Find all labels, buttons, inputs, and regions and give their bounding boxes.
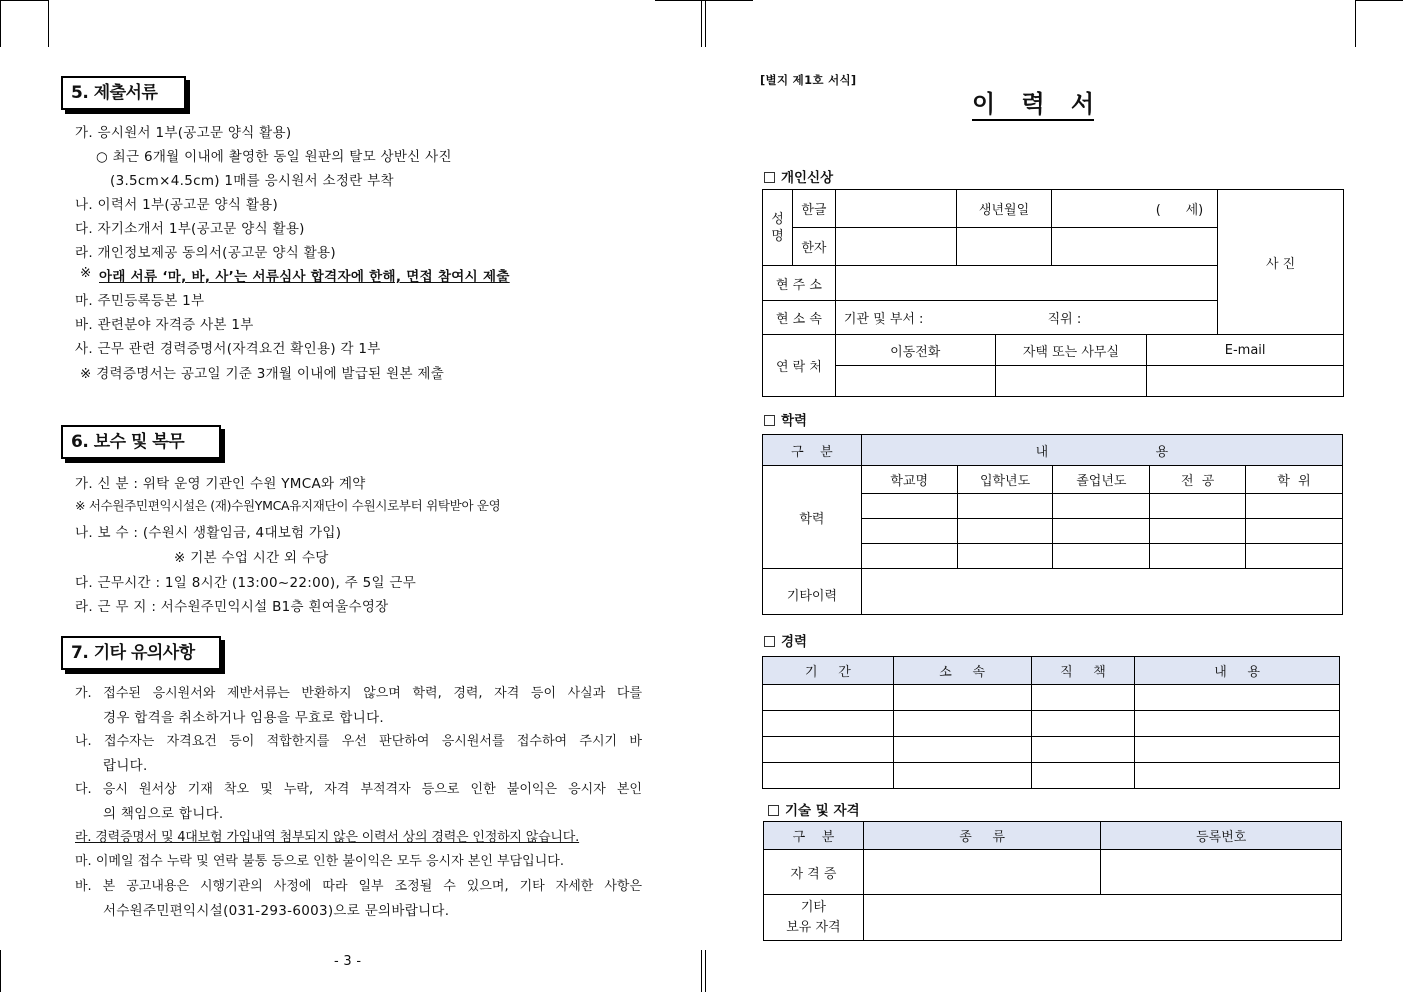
- checkbox-icon: [764, 636, 775, 647]
- crop-mark: [1355, 0, 1356, 47]
- edu-col-degree: 학 위: [1246, 466, 1343, 494]
- career-cell[interactable]: [893, 763, 1031, 789]
- checkbox-icon: [764, 172, 775, 183]
- home-office-label: 자택 또는 사무실: [995, 335, 1147, 366]
- skills-table: [763, 821, 1342, 941]
- mobile-field[interactable]: [835, 366, 995, 397]
- edu-division-header: 구 분: [763, 435, 862, 466]
- document-title: 이 력 서: [972, 90, 1094, 121]
- edu-cell[interactable]: [1150, 494, 1246, 519]
- text-line: 경우 합격을 취소하거나 임용을 무효로 합니다.: [103, 710, 385, 726]
- career-cell[interactable]: [763, 711, 894, 737]
- text-line: 가. 응시원서 1부(공고문 양식 활용): [75, 125, 292, 141]
- career-cell[interactable]: [1135, 737, 1340, 763]
- affiliation-field[interactable]: [835, 301, 1217, 335]
- section-5-heading: 5. 제출서류: [61, 76, 186, 110]
- career-cell[interactable]: [1031, 763, 1135, 789]
- edu-cell[interactable]: [1053, 494, 1150, 519]
- edu-cell[interactable]: [861, 519, 957, 544]
- other-label-line: 기타: [800, 899, 826, 915]
- edu-cell[interactable]: [957, 519, 1053, 544]
- skills-col-division: 구 분: [764, 822, 864, 850]
- edu-col-graduation: 졸업년도: [1053, 466, 1150, 494]
- career-col-period: 기 간: [763, 657, 894, 685]
- other-qualification-label: [764, 895, 864, 941]
- org-dept-label: 기관 및 부서 :: [843, 312, 924, 327]
- text-line: 가. 신 분 : 위탁 운영 기관인 수원 YMCA와 계약: [75, 476, 366, 492]
- personal-info-table: [762, 189, 1344, 335]
- heading-label: 학력: [781, 413, 808, 429]
- text-line: 사. 근무 관련 경력증명서(자격요건 확인용) 각 1부: [75, 341, 381, 357]
- edu-cell[interactable]: [1246, 519, 1343, 544]
- crop-mark: [1355, 0, 1403, 1]
- edu-cell[interactable]: [957, 544, 1053, 569]
- mobile-label: 이동전화: [835, 335, 995, 366]
- name-label: 성 명: [763, 190, 793, 266]
- heading-label: 개인신상: [781, 170, 834, 186]
- text-line: 다. 자기소개서 1부(공고문 양식 활용): [75, 221, 305, 237]
- edu-cell[interactable]: [957, 494, 1053, 519]
- certificate-kind-field[interactable]: [863, 850, 1101, 895]
- address-field[interactable]: [835, 266, 1217, 301]
- career-cell[interactable]: [893, 737, 1031, 763]
- text-line: 가. 접수된 응시원서와 제반서류는 반환하지 않으며 학력, 경력, 자격 등이 사실과 다를: [75, 686, 642, 701]
- edu-col-school: 학교명: [861, 466, 957, 494]
- text-line: 의 책임으로 합니다.: [103, 806, 224, 822]
- note-mark: ※: [80, 265, 92, 281]
- skills-col-kind: 종 류: [863, 822, 1101, 850]
- text-line: 마. 이메일 접수 누락 및 연락 불통 등으로 인한 불이익은 모두 응시자 본인 부담입니다.: [75, 854, 564, 869]
- edu-cell[interactable]: [861, 544, 957, 569]
- career-cell[interactable]: [763, 763, 894, 789]
- text-line: 나. 보 수 : (수원시 생활임금, 4대보험 가입): [75, 525, 342, 541]
- hanja-label: 한자: [792, 228, 835, 266]
- notice-line: 아래 서류 ‘마, 바, 사’는 서류심사 합격자에 한해, 면접 참여시 제출: [99, 269, 510, 285]
- hanja-name-field[interactable]: [835, 228, 956, 266]
- checkbox-icon: [764, 415, 775, 426]
- crop-mark: [701, 950, 702, 992]
- text-line: ※ 서수원주민편익시설은 (재)수원YMCA유지재단이 수원시로부터 위탁받아 운영: [75, 498, 501, 513]
- position-label: 직위 :: [1047, 312, 1082, 327]
- text-line: 다. 근무시간 : 1일 8시간 (13:00~22:00), 주 5일 근무: [75, 575, 417, 591]
- career-cell[interactable]: [763, 737, 894, 763]
- other-qualification-field[interactable]: [863, 895, 1341, 941]
- certificate-label: 자 격 증: [764, 850, 864, 895]
- career-cell[interactable]: [763, 685, 894, 711]
- edu-cell[interactable]: [1150, 544, 1246, 569]
- text-line: 다. 응시 원서상 기재 착오 및 누락, 자격 부적격자 등으로 인한 불이익은 응시자 본인: [75, 782, 642, 797]
- education-heading: [764, 409, 807, 429]
- text-line: 랍니다.: [103, 758, 148, 774]
- certificate-number-field[interactable]: [1101, 850, 1342, 895]
- crop-mark: [705, 950, 706, 992]
- text-line: ※ 경력증명서는 공고일 기준 3개월 이내에 발급된 원본 제출: [80, 366, 445, 382]
- hanja-extra-field[interactable]: [956, 228, 1052, 266]
- text-line: 마. 주민등록등본 1부: [75, 293, 205, 309]
- hanja-extra-field[interactable]: [1052, 228, 1218, 266]
- crop-mark: [0, 0, 48, 1]
- text-line: 나. 이력서 1부(공고문 양식 활용): [75, 197, 279, 213]
- email-field[interactable]: [1147, 366, 1344, 397]
- text-line: 바. 관련분야 자격증 사본 1부: [75, 317, 254, 333]
- photo-box[interactable]: 사 진: [1218, 190, 1344, 335]
- email-label: E-mail: [1147, 335, 1344, 366]
- text-line: 바. 본 공고내용은 시행기관의 사정에 따라 일부 조정될 수 있으며, 기타 자세한 사항은: [75, 879, 642, 894]
- hangul-label: 한글: [792, 190, 835, 228]
- contact-table: [762, 334, 1344, 397]
- affiliation-label: 현 소 속: [763, 301, 836, 335]
- text-line: ※ 기본 수업 시간 외 수당: [174, 550, 329, 566]
- text-line: (3.5cm×4.5cm) 1매를 응시원서 소정란 부착: [110, 173, 394, 189]
- birth-field[interactable]: [1052, 190, 1218, 228]
- career-cell[interactable]: [1031, 685, 1135, 711]
- other-label-line: 보유 자격: [786, 919, 841, 935]
- edu-cell[interactable]: [1246, 494, 1343, 519]
- crop-mark: [655, 0, 753, 1]
- page-number: - 3 -: [334, 954, 362, 969]
- crop-mark: [705, 0, 706, 47]
- other-history-label: 기타이력: [763, 569, 862, 615]
- career-col-title: 직 책: [1031, 657, 1135, 685]
- skills-col-registration: 등록번호: [1101, 822, 1342, 850]
- text-line: 나. 접수자는 자격요건 등이 적합한지를 우선 판단하여 응시원서를 접수하여 주시기 바: [75, 734, 642, 749]
- text-line: 라. 근 무 지 : 서수원주민익시설 B1층 흰여울수영장: [75, 599, 389, 615]
- personal-info-heading: [764, 166, 833, 186]
- career-cell[interactable]: [1135, 685, 1340, 711]
- underlined-line: 라. 경력증명서 및 4대보험 가입내역 첨부되지 않은 이력서 상의 경력은 인정하지 않습니다.: [75, 830, 580, 845]
- skills-heading: [768, 799, 860, 819]
- crop-mark: [48, 0, 49, 47]
- edu-col-major: 전 공: [1150, 466, 1246, 494]
- career-cell[interactable]: [1135, 711, 1340, 737]
- edu-cell[interactable]: [1246, 544, 1343, 569]
- edu-cell[interactable]: [861, 494, 957, 519]
- hangul-name-field[interactable]: [835, 190, 956, 228]
- career-cell[interactable]: [1135, 763, 1340, 789]
- text-line: 서수원주민편익시설(031-293-6003)으로 문의바랍니다.: [103, 903, 450, 919]
- edu-row-label: 학력: [763, 466, 862, 569]
- other-history-field[interactable]: [861, 569, 1342, 615]
- career-col-content: 내 용: [1135, 657, 1340, 685]
- contact-label: 연 락 처: [763, 335, 836, 397]
- career-cell[interactable]: [1031, 711, 1135, 737]
- home-office-field[interactable]: [995, 366, 1147, 397]
- crop-mark: [0, 0, 1, 47]
- edu-cell[interactable]: [1053, 544, 1150, 569]
- text-line: 라. 개인정보제공 동의서(공고문 양식 활용): [75, 245, 336, 261]
- form-tag: [별지 제1호 서식]: [760, 73, 857, 87]
- career-cell[interactable]: [893, 685, 1031, 711]
- section-7-heading: 7. 기타 유의사항: [61, 636, 221, 670]
- heading-label: 경력: [781, 634, 808, 650]
- education-table: [762, 434, 1343, 615]
- address-label: 현 주 소: [763, 266, 836, 301]
- edu-cell[interactable]: [1053, 519, 1150, 544]
- birth-label: 생년월일: [956, 190, 1052, 228]
- edu-col-entry: 입학년도: [957, 466, 1053, 494]
- text-line: ○ 최근 6개월 이내에 촬영한 동일 원판의 탈모 상반신 사진: [96, 149, 452, 165]
- checkbox-icon: [768, 805, 779, 816]
- career-col-org: 소 속: [893, 657, 1031, 685]
- edu-content-header: 내 용: [861, 435, 1342, 466]
- section-6-heading: 6. 보수 및 복무: [61, 425, 221, 459]
- heading-label: 기술 및 자격: [785, 803, 860, 819]
- career-table: [762, 656, 1340, 789]
- career-heading: [764, 630, 807, 650]
- crop-mark: [0, 950, 1, 992]
- age-label: ( 세): [1155, 203, 1204, 218]
- crop-mark: [701, 0, 702, 47]
- career-cell[interactable]: [1031, 737, 1135, 763]
- career-cell[interactable]: [893, 711, 1031, 737]
- edu-cell[interactable]: [1150, 519, 1246, 544]
